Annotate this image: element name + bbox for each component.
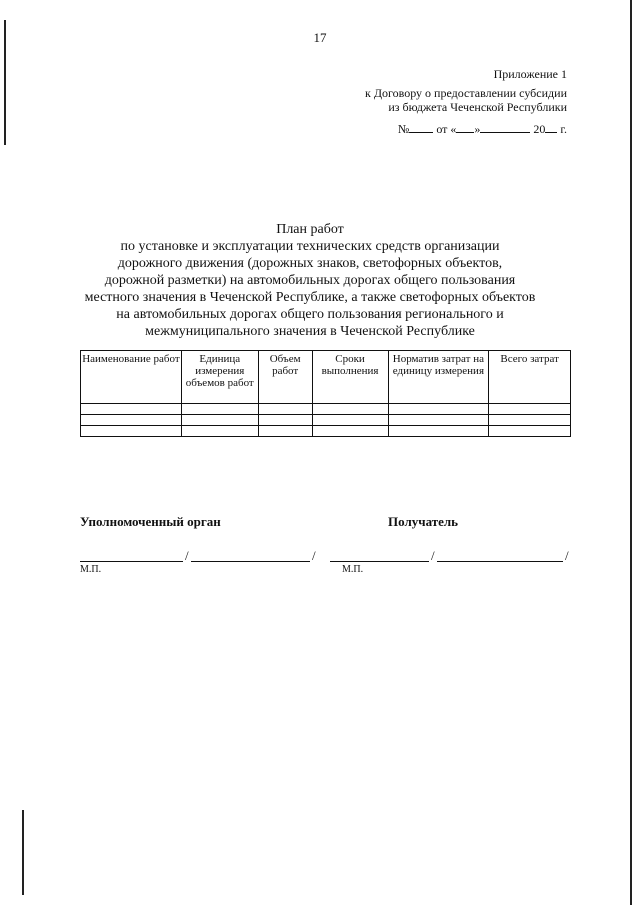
table-cell[interactable] [312,404,388,415]
table-cell[interactable] [489,415,571,426]
month-blank[interactable] [480,121,530,133]
table-cell[interactable] [81,426,182,437]
recipient-name-line[interactable] [437,561,563,562]
appendix-line-1: к Договору о предоставлении субсидии [364,86,567,100]
table-cell[interactable] [258,426,312,437]
header-work-name: Наименование работ [81,351,182,404]
recipient-signature-slash: / [431,548,435,563]
table-cell[interactable] [388,426,489,437]
table-cell[interactable] [258,415,312,426]
plan-table [80,350,571,437]
recipient-label: Получатель [388,514,459,529]
header-deadline: Сроки выполнения [312,351,388,404]
appendix-reference [365,86,567,114]
table-row [81,415,571,426]
date-mid: » [474,122,481,136]
authority-label: Уполномоченный орган [80,514,221,529]
plan-title-line: по установке и эксплуатации технических средств организации [120,239,500,254]
table-cell[interactable] [81,404,182,415]
header-total-cost: Всего затрат [489,351,571,404]
authority-signature-line[interactable] [80,561,183,562]
table-cell[interactable] [312,415,388,426]
table-cell[interactable] [181,404,258,415]
year-suffix: г. [560,122,567,136]
date-from: от « [436,122,457,136]
recipient-stamp-label: М.П. [342,564,364,575]
recipient-name-slash: / [565,548,569,563]
header-cost-norm: Норматив затрат на единицу измерения [388,351,489,404]
plan-title-line: дорожной разметки) на автомобильных дорогах общего пользования [104,273,516,288]
appendix-title: Приложение 1 [493,67,567,81]
plan-title-line: местного значения в Чеченской Республике, а также светофорных объектов [84,290,536,305]
appendix-number-date [398,121,567,136]
header-unit: Единица измерения объемов работ [181,351,258,404]
table-cell[interactable] [181,415,258,426]
scan-edge-left-bottom [22,810,24,895]
scan-edge-right [630,0,632,905]
number-prefix: № [397,122,410,136]
page-number: 17 [313,30,327,45]
day-blank[interactable] [456,121,474,133]
table-cell[interactable] [312,426,388,437]
authority-name-slash: / [312,548,316,563]
table-cell[interactable] [489,404,571,415]
plan-title-line: межмуниципального значения в Чеченской Республике [145,324,475,339]
authority-stamp-label: М.П. [80,564,102,575]
year-prefix: 20 [533,122,546,136]
table-cell[interactable] [258,404,312,415]
table-cell[interactable] [181,426,258,437]
header-volume: Объем работ [258,351,312,404]
year-blank[interactable] [545,121,557,133]
recipient-signature-line[interactable] [330,561,429,562]
plan-title-line: дорожного движения (дорожных знаков, светофорных объектов, [117,256,503,271]
table-row [81,404,571,415]
plan-title-line: на автомобильных дорогах общего пользования регионального и [116,307,504,322]
authority-name-line[interactable] [191,561,310,562]
number-blank[interactable] [409,121,433,133]
plan-title-block [60,221,560,340]
table-cell[interactable] [388,404,489,415]
authority-signature-slash: / [185,548,189,563]
table-cell[interactable] [388,415,489,426]
table-cell[interactable] [81,415,182,426]
plan-title: План работ [276,222,344,237]
table-cell[interactable] [489,426,571,437]
table-header-row [81,351,571,404]
table-row [81,426,571,437]
appendix-line-2: из бюджета Чеченской Республики [388,100,567,114]
